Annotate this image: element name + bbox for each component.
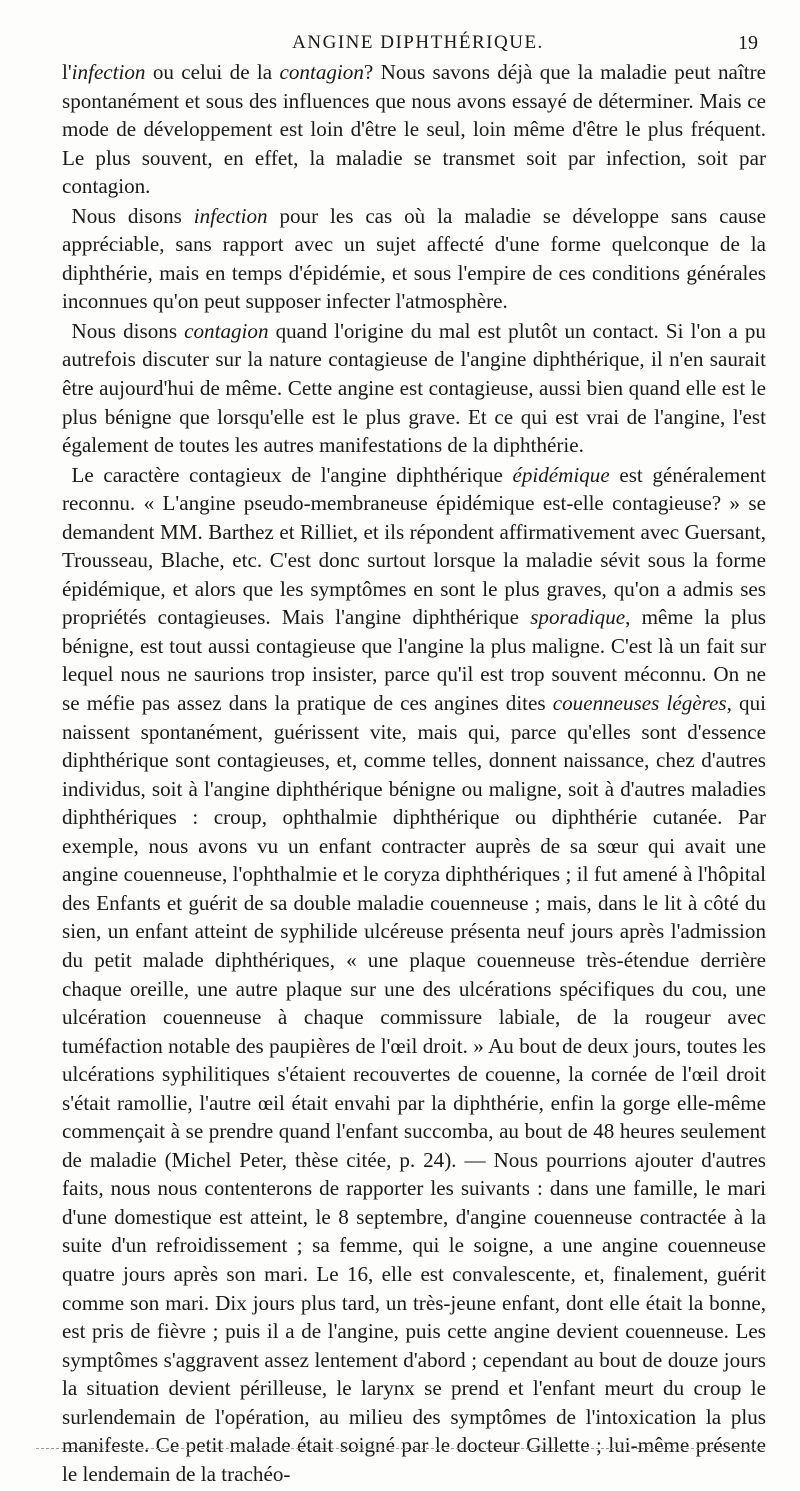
page-header: [62, 32, 764, 56]
text-run: Nous disons: [71, 318, 185, 343]
text-run: est généralement reconnu. « L'angine pseudo-membraneuse épidémique est-elle contagieuse? » se demandent MM. Barthez et Rilliet, et ils répondent affirmativement avec Guersant, Trousseau, Blache, etc. C'est donc surtout lorsque la maladie sévit sous la forme épidémique, et alors que les symptômes en sont le plus graves, qu'on a admis ses propriétés contagieuses. Mais l'angine diphthérique: [62, 462, 766, 630]
text-run: , qui naissent spontanément, guérissent vite, mais qui, parce qu'elles sont d'essence diphthérique sont contagieuses, et, comme telles, donnent naissance, chez d'autres individus, soit à l'angine diphthérique bénigne ou maligne, soit à d'autres maladies diphthériques : croup, ophthalmie diphthérique ou diphthérie cutanée. Par exemple, nous avons vu un enfant contracter auprès de sa sœur qui avait une angine couenneuse, l'ophthalmie et le coryza diphthériques ; il fut amené à l'hôpital des Enfants et guérit de sa double maladie couenneuse ; mais, dans le lit à côté du sien, un enfant atteint de syphilide ulcéreuse présenta neuf jours après l'admission du petit malade diphthériques, « une plaque couenneuse très-étendue derrière chaque oreille, une autre plaque sur une des ulcérations spécifiques du cou, une ulcération couenneuse à chaque commissure labiale, de la rougeur avec tuméfaction notable des paupières de l'œil droit. » Au bout de deux jours, toutes les ulcérations syphilitiques s'étaient recouvertes de couenne, la cornée de l'œil droit s'était ramollie, l'autre œil était envahi par la diphthérie, enfin la gorge elle-même commençait à se prendre quand l'enfant succomba, au bout de 48 heures seulement de maladie (Michel Peter, thèse citée, p. 24). — Nous pourrions ajouter d'autres faits, nous nous contenterons de rapporter les suivants : dans une famille, le mari d'une domestique est atteint, le 8 septembre, d'angine couenneuse contractée à la suite d'un refroidissement ; sa femme, qui le soigne, a une angine couenneuse quatre jours après son mari. Le 16, elle est convalescente, et, finalement, guérit comme son mari. Dix jours plus tard, un très-jeune enfant, dont elle était la bonne, est pris de fièvre ; puis il a de l'angine, puis cette angine devient couenneuse. Les symptômes s'aggravent assez lentement d'abord ; cependant au bout de douze jours la situation devient périlleuse, le larynx se prend et l'enfant meurt du croup le surlendemain de l'opération, au milieu des symptômes de l'intoxication la plus manifeste. Ce petit malade était soigné par le docteur Gillette ; lui-même présente le lendemain de la trachéo-: [62, 691, 766, 1486]
text-run: ou celui de la: [145, 60, 280, 84]
page-number: 19: [738, 32, 758, 54]
italic-term: contagion: [184, 318, 269, 343]
italic-term: contagion: [279, 60, 364, 84]
text-run: quand l'origine du mal est plutôt un contact. Si l'on a pu autrefois discuter sur la nature contagieuse de l'angine diphthérique, il n'en saurait être aujourd'hui de même. Cette angine est contagieuse, aussi bien quand elle est le plus bénigne que lorsqu'elle est le plus grave. Et ce qui est vrai de l'angine, l'est également de toutes les autres manifestations de la diphthérie.: [62, 318, 766, 458]
body-text: [62, 58, 766, 1488]
text-run: l': [62, 60, 72, 84]
italic-term: épidémique: [512, 462, 610, 487]
italic-term: infection: [193, 203, 268, 228]
text-run: , même la plus bénigne, est tout aussi contagieuse que l'angine la plus maligne. C'est là un fait sur lequel nous ne saurions trop insister, parce qu'il est trop souvent méconnu. On ne se méfie pas assez dans la pratique de ces angines dites: [62, 605, 766, 716]
paragraph: [62, 461, 766, 1489]
text-run: pour les cas où la maladie se développe sans cause appréciable, sans rapport avec un sujet affecté d'une forme quelconque de la diphthérie, mais en temps d'épidémie, et sous l'empire de ces conditions générales inconnues qu'on peut supposer infecter l'atmosphère.: [62, 203, 766, 314]
paragraph: [62, 202, 766, 316]
text-run: Nous disons: [71, 203, 194, 228]
italic-term: sporadique: [530, 605, 626, 630]
italic-term: infection: [71, 60, 146, 84]
paragraph: [62, 58, 766, 201]
text-run: ? Nous savons déjà que la maladie peut naître spontanément et sous des influences que nous avons essayé de déterminer. Mais ce mode de développement est loin d'être le seul, loin même d'être le plus fréquent. Le plus souvent, en effet, la maladie se transmet soit par infection, soit par contagion.: [62, 60, 766, 199]
footer-rule: [36, 1448, 764, 1449]
running-title: ANGINE DIPHTHÉRIQUE.: [292, 32, 544, 53]
text-run: Le caractère contagieux de l'angine diphthérique: [71, 462, 513, 487]
italic-term: couenneuses légères: [552, 691, 727, 716]
paragraph: [62, 317, 766, 460]
